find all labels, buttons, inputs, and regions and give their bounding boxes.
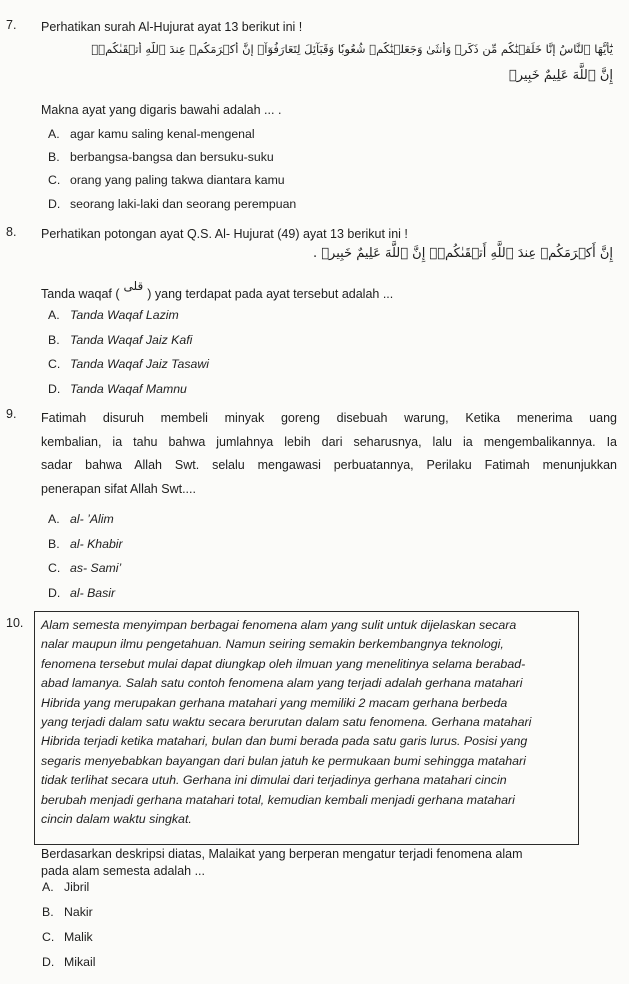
passage-line: Hibrida yang merupakan gerhana matahari yang memiliki 2 macam gerhana berbeda [41, 695, 508, 710]
passage-line: Alam semesta menyimpan berbagai fenomena alam yang sulit untuk dijelaskan secara [41, 618, 517, 632]
option-c[interactable] [48, 357, 209, 371]
option-letter: B. [48, 150, 60, 164]
passage-line: segaris menyebabkan bayangan dari bulan jatuh ke permukaan bumi sehingga matahari [41, 753, 526, 768]
stem-line-3: sadar bahwa Allah Swt. selalu mengawasi perbuatannya, Perilaku Fatimah menunjukkan [41, 458, 617, 472]
question-stem: Perhatikan surah Al-Hujurat ayat 13 berikut ini ! [41, 20, 303, 34]
waqaf-symbol: قلى [123, 279, 144, 293]
question-number: 8. [6, 225, 17, 239]
question-prompt [41, 846, 617, 880]
option-text: seorang laki-laki dan seorang perempuan [70, 197, 297, 211]
passage-line: abad lamanya. Salah satu contoh fenomena alam yang terjadi adalah gerhana matahari [41, 676, 523, 691]
option-letter: D. [48, 197, 61, 211]
question-prompt: Makna ayat yang digaris bawahi adalah ... . [41, 103, 282, 117]
option-letter: D. [48, 382, 61, 396]
arabic-verse-line-2: إِنَّ ٱللَّهَ عَلِيمٌ خَبِيرٞ [508, 68, 613, 83]
passage-line: yang terjadi dalam satu waktu secara berurutan dalam satu fenomena. Gerhana matahari [41, 715, 532, 730]
passage-line: fenomena tersebut mulai dapat diungkap oleh ilmuan yang menelitinya selama berabad- [41, 656, 526, 671]
option-letter: D. [48, 586, 61, 600]
option-letter: C. [42, 930, 55, 944]
option-c[interactable] [48, 561, 121, 575]
option-text: al- Basir [70, 586, 116, 600]
question-prompt [41, 279, 617, 304]
prompt-before: Tanda waqaf ( [41, 287, 120, 301]
option-letter: A. [42, 880, 54, 894]
option-letter: D. [42, 955, 55, 969]
option-letter: B. [42, 905, 54, 919]
option-b[interactable] [48, 333, 192, 347]
question-number: 7. [6, 18, 17, 32]
option-d[interactable] [48, 197, 296, 211]
option-letter: A. [48, 308, 60, 322]
passage-line: nalar maupun ilmu pengetahuan. Namun seiring semakin berkembangnya teknologi, [41, 637, 504, 652]
passage-line: cincin dalam waktu singkat. [41, 812, 192, 827]
passage-line: Hibrida terjadi ketika matahari, bulan dan bumi berada pada satu garis lurus. Posisi yang [41, 734, 528, 749]
option-d[interactable] [48, 382, 187, 396]
option-a[interactable] [42, 880, 89, 894]
prompt-after: ) yang terdapat pada ayat tersebut adalah ... [147, 287, 394, 301]
option-text: Tanda Waqaf Jaiz Kafi [70, 333, 193, 347]
option-a[interactable] [48, 308, 179, 322]
stem-line-2: kembalian, ia tahu bahwa jumlahnya lebih dari seharusnya, lalu ia mengembalikannya. Ia [41, 434, 617, 449]
option-b[interactable] [48, 537, 123, 551]
option-letter: A. [48, 512, 60, 526]
option-letter: A. [48, 127, 60, 141]
option-text: Tanda Waqaf Jaiz Tasawi [70, 357, 209, 371]
arabic-verse: إِنَّ أَكۡرَمَكُمۡ عِندَ ٱللَّهِ أَتۡقَىٰكُمۡۚ إِنَّ ٱللَّهَ عَلِيمٌ خَبِيرٞ . [312, 246, 613, 261]
option-text: as- Sami’ [70, 561, 122, 575]
option-text: berbangsa-bangsa dan bersuku-suku [70, 150, 274, 164]
option-d[interactable] [48, 586, 115, 600]
passage-box [34, 611, 579, 845]
option-text: agar kamu saling kenal-mengenal [70, 127, 255, 141]
prompt-line: pada alam semesta adalah ... [41, 864, 205, 878]
option-b[interactable] [42, 905, 93, 919]
option-c[interactable] [48, 173, 285, 187]
option-letter: C. [48, 173, 61, 187]
stem-line-1: Fatimah disuruh membeli minyak goreng disebuah warung, Ketika menerima uang [41, 411, 617, 425]
option-text: Malik [64, 930, 93, 944]
option-text: orang yang paling takwa diantara kamu [70, 173, 285, 187]
question-number: 9. [6, 407, 17, 421]
option-a[interactable] [48, 127, 255, 141]
stem-line-4: penerapan sifat Allah Swt.... [41, 481, 196, 496]
option-letter: C. [48, 357, 61, 371]
option-text: Tanda Waqaf Lazim [70, 308, 179, 322]
passage-line: tidak terlihat secara utuh. Gerhana ini dimulai dari terjadinya gerhana matahari cincin [41, 773, 507, 788]
passage-line: berubah menjadi gerhana matahari total, kemudian kembali menjadi gerhana matahari [41, 792, 515, 807]
option-a[interactable] [48, 512, 114, 526]
option-text: al- ’Alim [70, 512, 114, 526]
question-stem [41, 407, 617, 501]
question-stem: Perhatikan potongan ayat Q.S. Al- Hujurat (49) ayat 13 berikut ini ! [41, 227, 408, 241]
option-b[interactable] [48, 150, 274, 164]
arabic-verse-line-1: يَٰٓأَيُّهَا ٱلنَّاسُ إِنَّا خَلَقۡنَٰكُم مِّن ذَكَرٖ وَأُنثَىٰ وَجَعَلۡنَٰكُمۡ شُعُوبٗا وَقَبَآئِلَ لِتَعَارَفُوٓاْۚ إِنَّ أَكۡرَمَكُمۡ عِندَ ٱللَّهِ أَتۡقَىٰكُمۡۚ [91, 42, 613, 56]
question-number: 10. [6, 616, 24, 630]
option-d[interactable] [42, 955, 95, 969]
option-text: Tanda Waqaf Mamnu [70, 382, 187, 396]
option-text: Nakir [64, 905, 93, 919]
prompt-line: Berdasarkan deskripsi diatas, Malaikat yang berperan mengatur terjadi fenomena alam [41, 847, 523, 861]
option-text: Jibril [64, 880, 90, 894]
option-text: al- Khabir [70, 537, 123, 551]
option-letter: B. [48, 537, 60, 551]
option-letter: B. [48, 333, 60, 347]
option-letter: C. [48, 561, 61, 575]
option-c[interactable] [42, 930, 93, 944]
option-text: Mikail [64, 955, 96, 969]
